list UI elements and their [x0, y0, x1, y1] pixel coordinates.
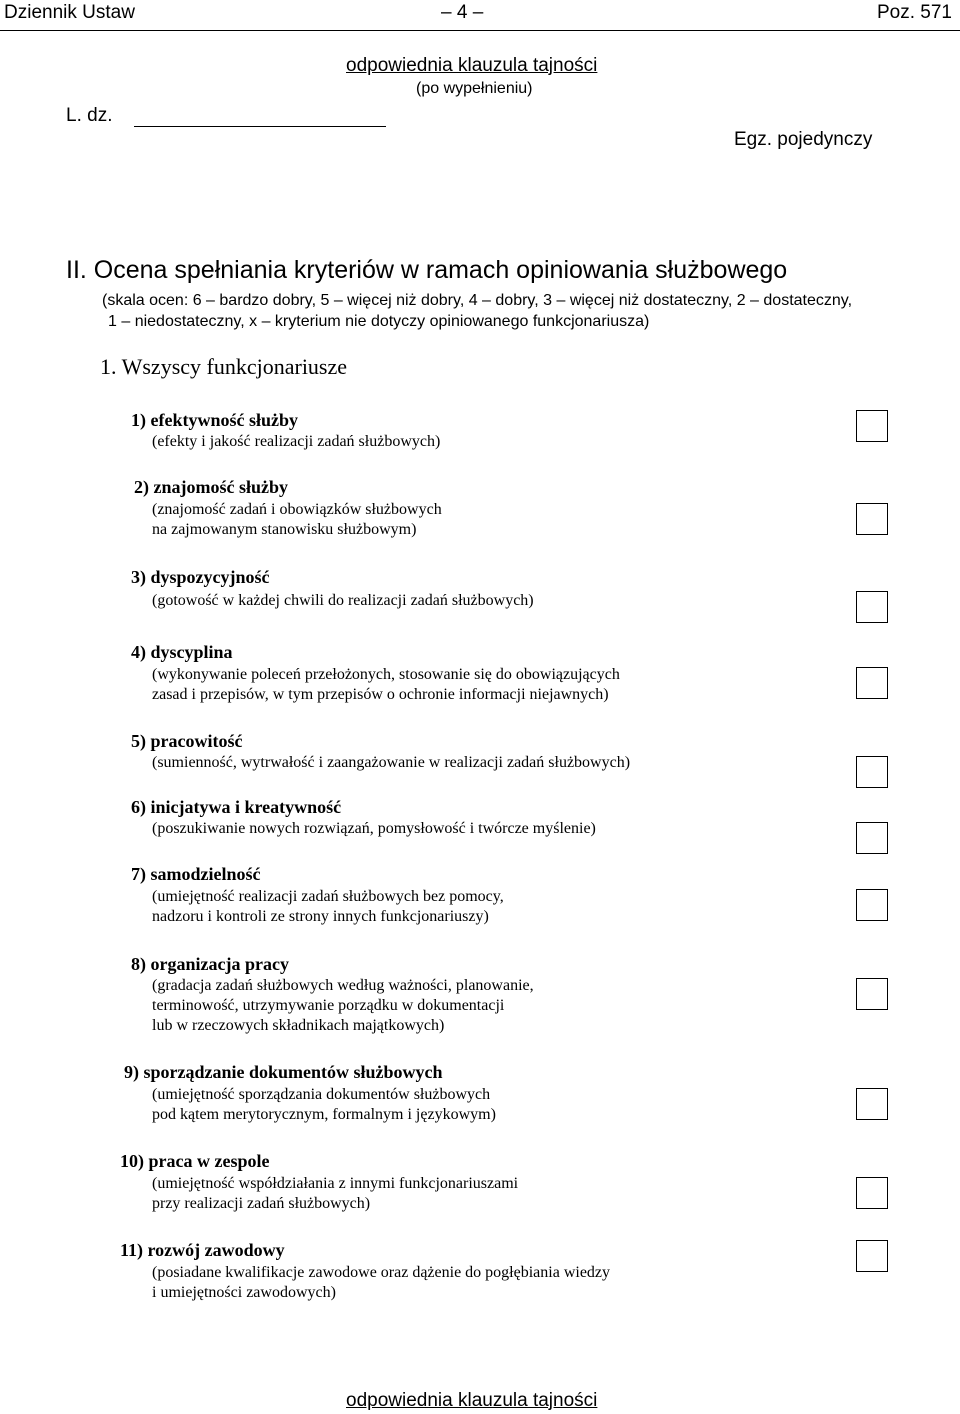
- criterion-title-8: 8) organizacja pracy: [131, 954, 289, 974]
- criterion-desc-11-line-2: i umiejętności zawodowych): [152, 1284, 336, 1301]
- section-title: II. Ocena spełniania kryteriów w ramach opiniowania służbowego: [66, 256, 788, 284]
- criterion-rating-box-1[interactable]: [856, 410, 888, 442]
- criterion-desc-4-line-1: (wykonywanie poleceń przełożonych, stosowanie się do obowiązujących: [152, 666, 620, 683]
- criterion-desc-3-line-1: (gotowość w każdej chwili do realizacji zadań służbowych): [152, 592, 534, 609]
- criterion-rating-box-3[interactable]: [856, 591, 888, 623]
- criterion-rating-box-9[interactable]: [856, 1088, 888, 1120]
- criterion-title-6: 6) inicjatywa i kreatywność: [131, 797, 342, 817]
- position-number: Poz. 571: [877, 2, 952, 23]
- clause-label-top: odpowiednia klauzula tajności: [346, 55, 598, 76]
- criterion-title-9: 9) sporządzanie dokumentów służbowych: [124, 1062, 443, 1082]
- criterion-desc-8-line-1: (gradacja zadań służbowych według ważności, planowanie,: [152, 977, 534, 994]
- criterion-title-11: 11) rozwój zawodowy: [120, 1240, 285, 1260]
- criterion-title-3: 3) dyspozycyjność: [131, 567, 270, 587]
- criterion-desc-8-line-2: terminowość, utrzymywanie porządku w dokumentacji: [152, 997, 505, 1014]
- criterion-title-1: 1) efektywność służby: [131, 410, 298, 430]
- criterion-title-7: 7) samodzielność: [131, 864, 261, 884]
- ref-number-line[interactable]: [134, 126, 386, 127]
- journal-name: Dziennik Ustaw: [4, 2, 135, 23]
- criterion-rating-box-7[interactable]: [856, 889, 888, 921]
- criterion-desc-9-line-2: pod kątem merytorycznym, formalnym i językowym): [152, 1106, 496, 1123]
- criterion-rating-box-4[interactable]: [856, 667, 888, 699]
- criterion-title-2: 2) znajomość służby: [134, 477, 288, 497]
- criterion-desc-10-line-1: (umiejętność współdziałania z innymi funkcjonariuszami: [152, 1175, 519, 1192]
- criterion-rating-box-10[interactable]: [856, 1177, 888, 1209]
- scale-line-2: 1 – niedostateczny, x – kryterium nie dotyczy opiniowanego funkcjonariusza): [108, 313, 650, 330]
- criterion-desc-1-line-1: (efekty i jakość realizacji zadań służbowych): [152, 433, 441, 450]
- criterion-desc-2-line-1: (znajomość zadań i obowiązków służbowych: [152, 501, 442, 518]
- criterion-rating-box-2[interactable]: [856, 503, 888, 535]
- criterion-desc-11-line-1: (posiadane kwalifikacje zawodowe oraz dążenie do pogłębiania wiedzy: [152, 1264, 611, 1281]
- criterion-rating-box-11[interactable]: [856, 1240, 888, 1272]
- header-rule: [0, 30, 960, 31]
- criterion-desc-5-line-1: (sumienność, wytrwałość i zaangażowanie w realizacji zadań służbowych): [152, 754, 631, 771]
- copy-label: Egz. pojedynczy: [734, 129, 873, 150]
- criterion-rating-box-8[interactable]: [856, 978, 888, 1010]
- ref-number-label: L. dz.: [66, 105, 113, 126]
- criterion-title-5: 5) pracowitość: [131, 731, 243, 751]
- criterion-desc-10-line-2: przy realizacji zadań służbowych): [152, 1195, 371, 1212]
- criterion-desc-7-line-2: nadzoru i kontroli ze strony innych funkcjonariuszy): [152, 908, 489, 925]
- criterion-title-10: 10) praca w zespole: [120, 1151, 270, 1171]
- subsection-title: 1. Wszyscy funkcjonariusze: [100, 354, 348, 379]
- criterion-desc-8-line-3: lub w rzeczowych składnikach majątkowych): [152, 1017, 445, 1034]
- criterion-desc-6-line-1: (poszukiwanie nowych rozwiązań, pomysłowość i twórcze myślenie): [152, 820, 596, 837]
- criterion-title-4: 4) dyscyplina: [131, 642, 233, 662]
- fill-note: (po wypełnieniu): [416, 80, 533, 97]
- clause-label-bottom: odpowiednia klauzula tajności: [346, 1390, 598, 1411]
- criterion-desc-7-line-1: (umiejętność realizacji zadań służbowych bez pomocy,: [152, 888, 504, 905]
- criterion-desc-4-line-2: zasad i przepisów, w tym przepisów o ochronie informacji niejawnych): [152, 686, 609, 703]
- criterion-desc-9-line-1: (umiejętność sporządzania dokumentów służbowych: [152, 1086, 491, 1103]
- scale-line-1: (skala ocen: 6 – bardzo dobry, 5 – więcej niż dobry, 4 – dobry, 3 – więcej niż dostateczny, 2 – dostateczny,: [102, 292, 853, 309]
- criterion-rating-box-6[interactable]: [856, 822, 888, 854]
- criterion-rating-box-5[interactable]: [856, 756, 888, 788]
- criterion-desc-2-line-2: na zajmowanym stanowisku służbowym): [152, 521, 417, 538]
- page-number: – 4 –: [441, 2, 484, 23]
